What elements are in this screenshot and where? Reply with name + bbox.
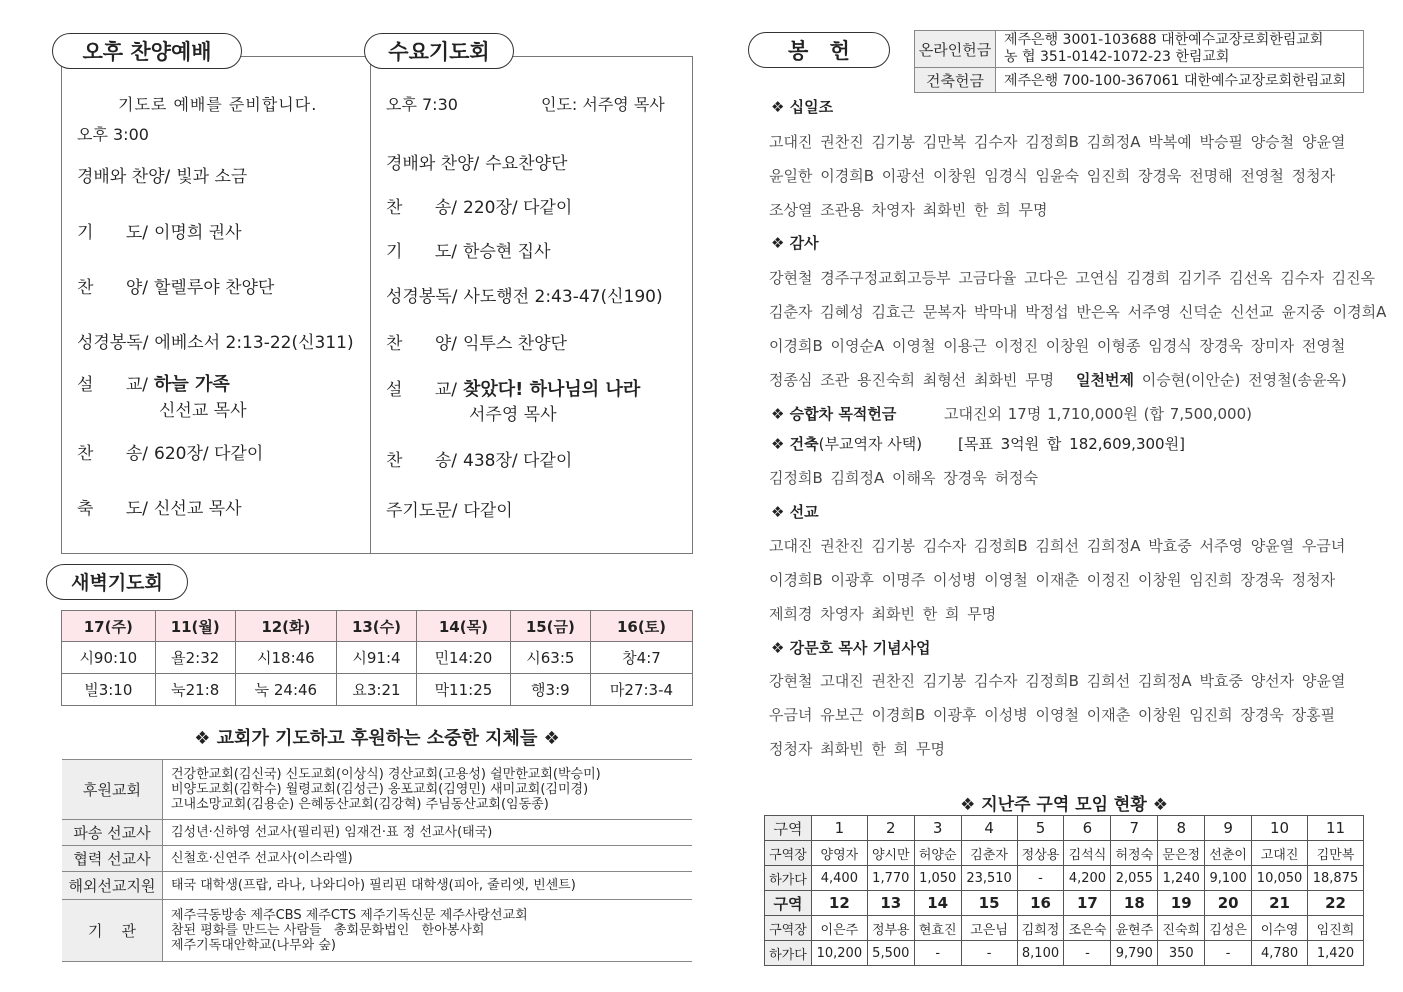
support-row xyxy=(62,820,692,846)
building-names: 김정희B 김희정A 이해옥 장경욱 허정숙 xyxy=(769,469,1038,487)
meeting-cell: 4,400 xyxy=(811,866,867,891)
mission-names-line: 고대진 권찬진 김기봉 김수자 김정희B 김희선 김희정A 박효중 서주영 양윤열 우금녀 xyxy=(769,537,1346,555)
memorial-title: ❖ 강문호 목사 기념사업 xyxy=(771,639,931,657)
support-row xyxy=(62,872,692,900)
online-account-1: 제주은행 3001-103688 대한예수교장로회한림교회 xyxy=(1004,32,1324,48)
wednesday-item xyxy=(386,375,640,401)
meeting-title: ❖ 지난주 구역 모임 현황 ❖ xyxy=(960,795,1168,815)
meeting-row-label: 구역장 xyxy=(765,841,812,866)
wednesday-item-value: 사도행전 2:43-47(신190) xyxy=(463,287,663,307)
wednesday-service-title: 수요기도회 xyxy=(364,33,514,69)
meeting-cell: 1 xyxy=(811,816,867,841)
meeting-cell: - xyxy=(1017,866,1064,891)
afternoon-item-value: 빛과 소금 xyxy=(176,167,248,187)
meeting-cell: 임진희 xyxy=(1308,916,1364,941)
wednesday-item-label: 찬 송/ xyxy=(386,198,457,218)
wednesday-item-value: 한승현 집사 xyxy=(463,242,551,262)
afternoon-item-label: 경배와 찬양/ xyxy=(77,167,171,187)
thanks-tail: 이승현(이안순) 전영철(송윤옥) xyxy=(1141,371,1347,389)
meeting-cell: 허정숙 xyxy=(1111,841,1158,866)
afternoon-item-value: 하늘 가족 xyxy=(154,374,230,395)
meeting-cell: 350 xyxy=(1158,941,1205,966)
meeting-cell: 9,790 xyxy=(1111,941,1158,966)
online-offering-accounts xyxy=(996,31,1364,68)
wednesday-item-value: 익투스 찬양단 xyxy=(463,334,567,354)
wednesday-item-label: 경배와 찬양/ xyxy=(386,154,480,174)
meeting-cell: 선춘이 xyxy=(1205,841,1252,866)
mission-title: ❖ 선교 xyxy=(771,503,819,521)
dawn-day: 16(토) xyxy=(591,611,693,642)
support-row-value xyxy=(163,760,693,820)
dawn-verse-1: 시91:4 xyxy=(336,642,416,674)
dawn-verse-1: 시63:5 xyxy=(510,642,590,674)
memorial-names-line: 강현철 고대진 권찬진 김기봉 김수자 김정희B 김희선 김희정A 박효중 양선자 양윤열 xyxy=(769,672,1346,690)
online-offering-label: 온라인헌금 xyxy=(915,31,996,68)
afternoon-item xyxy=(77,370,230,396)
meeting-cell: 18 xyxy=(1111,891,1158,916)
wednesday-item xyxy=(386,329,567,354)
meeting-cell: 김성은 xyxy=(1205,916,1252,941)
meeting-cell: 허양순 xyxy=(914,841,961,866)
meeting-row xyxy=(765,941,1364,966)
van-offering-text: 고대진외 17명 1,710,000원 (합 7,500,000) xyxy=(944,405,1252,423)
meeting-cell: 9 xyxy=(1205,816,1252,841)
support-row-key: 협력 선교사 xyxy=(62,846,163,872)
building-offering-label: 건축헌금 xyxy=(915,68,996,93)
afternoon-item-value: 이명희 권사 xyxy=(154,223,242,243)
offering-names-line: 조상열 조관용 차영자 최화빈 한 희 무명 xyxy=(769,201,1048,219)
wednesday-item xyxy=(386,149,567,174)
meeting-cell: 12 xyxy=(811,891,867,916)
mission-names-line: 제희경 차영자 최화빈 한 희 무명 xyxy=(769,605,997,623)
meeting-cell: 정상용 xyxy=(1017,841,1064,866)
online-account-2: 농 협 351-0142-1072-23 한림교회 xyxy=(1004,49,1230,65)
support-row-value xyxy=(163,846,693,872)
support-row-key: 파송 선교사 xyxy=(62,820,163,846)
meeting-row xyxy=(765,866,1364,891)
meeting-cell: 윤현주 xyxy=(1111,916,1158,941)
support-line: 태국 대학생(프랍, 라나, 나와디아) 필리핀 대학생(피아, 줄리엣, 빈센트) xyxy=(171,878,576,893)
support-line: 제주기독대안학교(나무와 숲) xyxy=(171,938,336,953)
meeting-cell: 정부용 xyxy=(867,916,914,941)
offering-title: 봉 헌 xyxy=(748,32,890,68)
meeting-cell: 17 xyxy=(1064,891,1111,916)
dawn-day: 15(금) xyxy=(510,611,590,642)
meeting-cell: 현효진 xyxy=(914,916,961,941)
offering-names-line: 이경희B 이영순A 이영철 이용근 이정진 이창원 이형종 임경식 장경욱 장미자 전영철 xyxy=(769,337,1346,355)
thanks-ilcheon: 일천번제 xyxy=(1075,371,1134,389)
support-row-key: 기 관 xyxy=(62,900,163,962)
afternoon-item-value: 신선교 목사 xyxy=(154,499,242,519)
afternoon-item xyxy=(77,162,247,187)
building-account: 제주은행 700-100-367061 대한예수교장로회한림교회 xyxy=(996,68,1364,93)
wednesday-item-value: 438장/ 다같이 xyxy=(463,451,573,471)
meeting-cell: 2,055 xyxy=(1111,866,1158,891)
wednesday-item-label: 찬 송/ xyxy=(386,451,457,471)
meeting-cell: 이은주 xyxy=(811,916,867,941)
meeting-cell: 진숙희 xyxy=(1158,916,1205,941)
meeting-cell: 양영자 xyxy=(811,841,867,866)
support-row-value xyxy=(163,900,693,962)
memorial-names-line: 정청자 최화빈 한 희 무명 xyxy=(769,740,945,758)
dawn-verse-2: 요3:21 xyxy=(336,674,416,706)
meeting-cell: 4 xyxy=(961,816,1017,841)
meeting-cell: - xyxy=(961,941,1017,966)
dawn-verse-1: 민14:20 xyxy=(417,642,511,674)
meeting-cell: 21 xyxy=(1252,891,1308,916)
meeting-cell: 11 xyxy=(1308,816,1364,841)
building-title-text: ❖ 건축 xyxy=(771,435,819,453)
memorial-names-line: 우금녀 유보근 이경희B 이광후 이성병 이영철 이재춘 이창원 임진희 장경욱 장홍필 xyxy=(769,706,1336,724)
meeting-cell: 7 xyxy=(1111,816,1158,841)
offering-accounts-table xyxy=(914,30,1364,93)
support-title: ❖ 교회가 기도하고 후원하는 소중한 지체들 ❖ xyxy=(194,728,560,749)
support-row-value xyxy=(163,872,693,900)
afternoon-item-label: 기 도/ xyxy=(77,223,148,243)
afternoon-item xyxy=(77,273,274,298)
meeting-cell: 5 xyxy=(1017,816,1064,841)
thanks-names: 정종심 조관 용진숙희 최형선 최화빈 무명 xyxy=(769,371,1055,389)
dawn-verse-2: 눅21:8 xyxy=(155,674,235,706)
dawn-prayer-title: 새벽기도회 xyxy=(46,564,188,600)
afternoon-item-value: 620장/ 다같이 xyxy=(154,444,264,464)
wednesday-item-label: 성경봉독/ xyxy=(386,287,458,307)
afternoon-item-label: 성경봉독/ xyxy=(77,333,149,353)
wednesday-preacher: 서주영 목사 xyxy=(469,405,557,425)
afternoon-time: 오후 3:00 xyxy=(77,125,149,144)
support-line: 신철호·신연주 선교사(이스라엘) xyxy=(171,851,353,866)
meeting-row-label: 하가다 xyxy=(765,941,812,966)
afternoon-preacher: 신선교 목사 xyxy=(159,401,247,421)
dawn-day: 14(목) xyxy=(417,611,511,642)
afternoon-service-title: 오후 찬양예배 xyxy=(52,33,242,69)
offering-names-line: 윤일한 이경희B 이광선 이창원 임경식 임윤숙 임진희 장경욱 전명해 전영철 정청자 xyxy=(769,167,1336,185)
dawn-day: 11(월) xyxy=(155,611,235,642)
meeting-row-label: 구역장 xyxy=(765,916,812,941)
meeting-cell: 10,050 xyxy=(1252,866,1308,891)
meeting-cell: 김춘자 xyxy=(961,841,1017,866)
meeting-cell: 이수영 xyxy=(1252,916,1308,941)
meeting-cell: 문은정 xyxy=(1158,841,1205,866)
support-row xyxy=(62,900,692,962)
meeting-cell: 고대진 xyxy=(1252,841,1308,866)
meeting-cell: 23,510 xyxy=(961,866,1017,891)
support-line: 제주극동방송 제주CBS 제주CTS 제주기독신문 제주사랑선교회 xyxy=(171,908,528,923)
afternoon-item-label: 축 도/ xyxy=(77,499,148,519)
wednesday-item xyxy=(386,282,663,307)
meeting-cell: 3 xyxy=(914,816,961,841)
meeting-cell: 10 xyxy=(1252,816,1308,841)
wednesday-item-label: 찬 양/ xyxy=(386,334,457,354)
support-row-value xyxy=(163,820,693,846)
afternoon-item xyxy=(77,494,242,519)
dawn-verse-2: 눅 24:46 xyxy=(235,674,336,706)
meeting-cell: 1,050 xyxy=(914,866,961,891)
meeting-cell: 19 xyxy=(1158,891,1205,916)
meeting-row xyxy=(765,841,1364,866)
meeting-row-label: 구역 xyxy=(765,891,812,916)
dawn-verse-2: 막11:25 xyxy=(417,674,511,706)
meeting-row xyxy=(765,916,1364,941)
wednesday-leader: 인도: 서주영 목사 xyxy=(541,95,665,114)
afternoon-item xyxy=(77,328,354,353)
meeting-cell: 1,240 xyxy=(1158,866,1205,891)
offering-names-line: 김춘자 김혜성 김효근 문복자 박막내 박정섭 반은옥 서주영 신덕순 신선교 윤지중 이경희A xyxy=(769,303,1387,321)
support-line: 건강한교회(김신국) 신도교회(이상식) 경산교회(고용성) 쉴만한교회(박승미) xyxy=(171,767,601,782)
meeting-cell: 13 xyxy=(867,891,914,916)
meeting-cell: - xyxy=(914,941,961,966)
support-line: 참된 평화를 만드는 사람들 총회문화법인 한아봉사회 xyxy=(171,923,485,938)
meeting-cell: 8,100 xyxy=(1017,941,1064,966)
dawn-verse-2: 마27:3-4 xyxy=(591,674,693,706)
afternoon-item-label: 찬 양/ xyxy=(77,278,148,298)
meeting-cell: 4,200 xyxy=(1064,866,1111,891)
meeting-table xyxy=(764,815,1364,966)
meeting-cell: 2 xyxy=(867,816,914,841)
afternoon-intro: 기도로 예배를 준비합니다. xyxy=(118,95,318,114)
meeting-cell: - xyxy=(1064,941,1111,966)
afternoon-item-label: 설 교/ xyxy=(77,375,148,395)
wednesday-item-label: 기 도/ xyxy=(386,242,457,262)
meeting-cell: 9,100 xyxy=(1205,866,1252,891)
meeting-cell: 8 xyxy=(1158,816,1205,841)
support-line: 김성년·신하영 선교사(필리핀) 임재건·표 정 선교사(태국) xyxy=(171,825,493,840)
dawn-verse-1: 창4:7 xyxy=(591,642,693,674)
offering-section-title: ❖ 감사 xyxy=(771,234,819,252)
meeting-cell: 양시만 xyxy=(867,841,914,866)
wednesday-item xyxy=(386,237,551,262)
meeting-cell: - xyxy=(1205,941,1252,966)
wednesday-time: 오후 7:30 xyxy=(386,95,458,114)
meeting-cell: 김석식 xyxy=(1064,841,1111,866)
wednesday-item-value: 220장/ 다같이 xyxy=(463,198,573,218)
support-row xyxy=(62,760,692,820)
support-table xyxy=(62,759,692,962)
meeting-cell: 18,875 xyxy=(1308,866,1364,891)
dawn-verse-1: 시18:46 xyxy=(235,642,336,674)
dawn-day: 17(주) xyxy=(62,611,156,642)
support-line: 비양도교회(김학수) 월령교회(김성근) 옹포교회(김영민) 새미교회(김미경) xyxy=(171,782,589,797)
dawn-verse-1: 시90:10 xyxy=(62,642,156,674)
meeting-cell: 16 xyxy=(1017,891,1064,916)
offering-names-line: 강현철 경주구정교회고등부 고금다율 고다은 고연심 김경희 김기주 김선옥 김수자 김진옥 xyxy=(769,269,1376,287)
meeting-cell: 15 xyxy=(961,891,1017,916)
wednesday-item-value: 수요찬양단 xyxy=(485,154,568,174)
meeting-cell: 14 xyxy=(914,891,961,916)
meeting-cell: 22 xyxy=(1308,891,1364,916)
wednesday-item-value: 다같이 xyxy=(463,501,513,521)
afternoon-item-value: 할렐루야 찬양단 xyxy=(154,278,275,298)
dawn-schedule-table xyxy=(61,610,693,706)
van-offering-title: ❖ 승합차 목적헌금 xyxy=(771,405,897,423)
dawn-day: 12(화) xyxy=(235,611,336,642)
dawn-verse-2: 행3:9 xyxy=(510,674,590,706)
support-row xyxy=(62,846,692,872)
afternoon-item-value: 에베소서 2:13-22(신311) xyxy=(154,333,354,353)
thanks-last-line xyxy=(769,369,1347,390)
support-row-key: 해외선교지원 xyxy=(62,872,163,900)
mission-names-line: 이경희B 이광후 이명주 이성병 이영철 이재춘 이정진 이창원 임진희 장경욱 정청자 xyxy=(769,571,1336,589)
meeting-row xyxy=(765,816,1364,841)
building-title xyxy=(771,433,922,454)
meeting-row xyxy=(765,891,1364,916)
meeting-cell: 4,780 xyxy=(1252,941,1308,966)
meeting-cell: 6 xyxy=(1064,816,1111,841)
wednesday-item xyxy=(386,496,513,521)
wednesday-item xyxy=(386,193,572,218)
meeting-cell: 김만복 xyxy=(1308,841,1364,866)
offering-names-line: 고대진 권찬진 김기봉 김만복 김수자 김정희B 김희정A 박복예 박승필 양승철 양윤열 xyxy=(769,133,1346,151)
wednesday-item-label: 설 교/ xyxy=(386,380,457,400)
meeting-cell: 조은숙 xyxy=(1064,916,1111,941)
afternoon-item xyxy=(77,218,242,243)
dawn-day: 13(수) xyxy=(336,611,416,642)
building-note: (부교역자 사택) xyxy=(818,435,923,453)
wednesday-item xyxy=(386,446,572,471)
wednesday-item-value: 찾았다! 하나님의 나라 xyxy=(463,379,641,400)
meeting-row-label: 구역 xyxy=(765,816,812,841)
meeting-cell: 10,200 xyxy=(811,941,867,966)
dawn-verse-1: 욜2:32 xyxy=(155,642,235,674)
meeting-cell: 1,770 xyxy=(867,866,914,891)
support-row-key: 후원교회 xyxy=(62,760,163,820)
meeting-cell: 20 xyxy=(1205,891,1252,916)
meeting-row-label: 하가다 xyxy=(765,866,812,891)
building-goal: [목표 3억원 합 182,609,300원] xyxy=(958,435,1185,453)
support-line: 고내소망교회(김용순) 은혜동산교회(김강혁) 주님동산교회(임동종) xyxy=(171,797,549,812)
meeting-cell: 고은님 xyxy=(961,916,1017,941)
meeting-cell: 1,420 xyxy=(1308,941,1364,966)
afternoon-item-label: 찬 송/ xyxy=(77,444,148,464)
dawn-verse-2: 빌3:10 xyxy=(62,674,156,706)
afternoon-item xyxy=(77,439,263,464)
meeting-cell: 5,500 xyxy=(867,941,914,966)
wednesday-item-label: 주기도문/ xyxy=(386,501,458,521)
meeting-cell: 김희정 xyxy=(1017,916,1064,941)
offering-section-title: ❖ 십일조 xyxy=(771,98,834,116)
